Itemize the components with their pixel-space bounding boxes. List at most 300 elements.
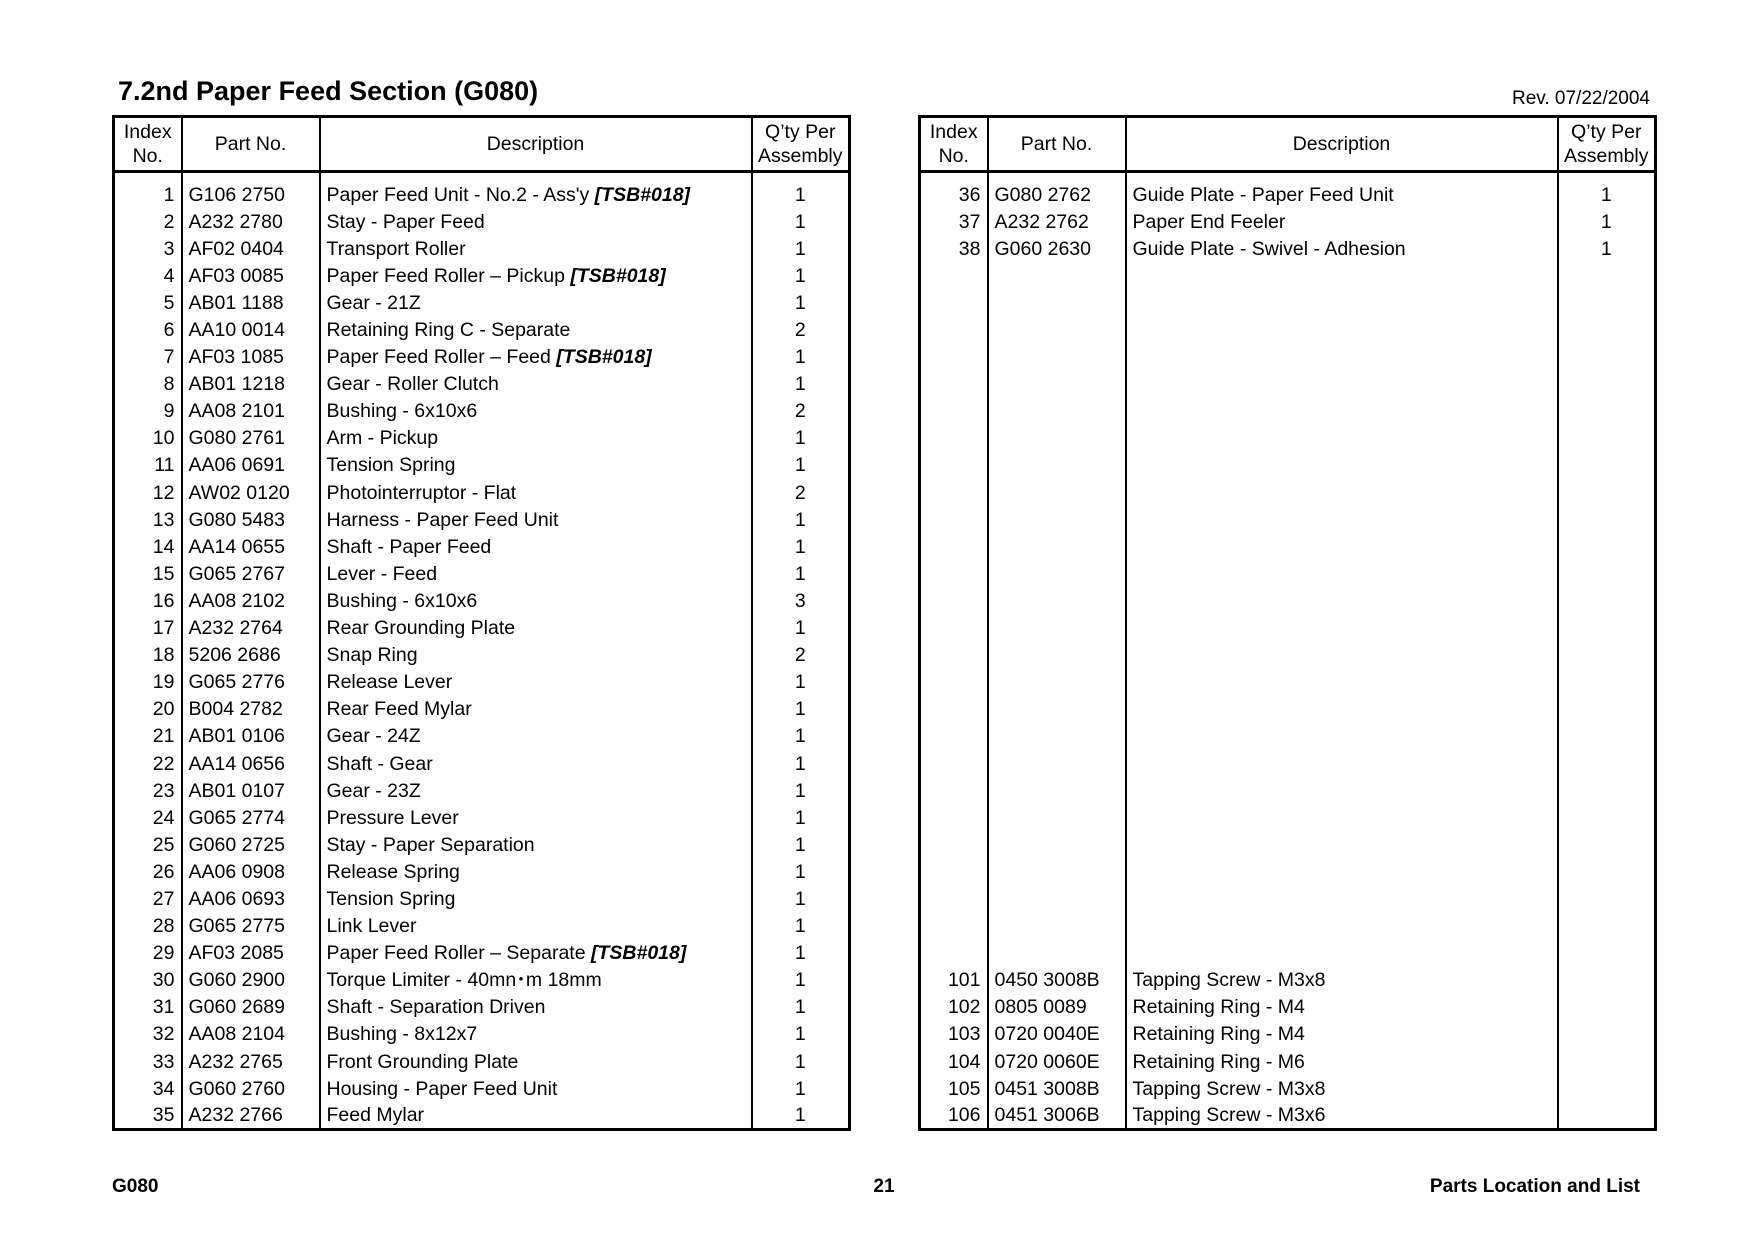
revision-date: Rev. 07/22/2004	[1511, 88, 1650, 109]
description-text: Tapping Screw - M3x8	[1132, 1077, 1326, 1100]
header-qty	[1558, 117, 1656, 172]
part-no-cell: G080 5483	[182, 507, 320, 534]
description-cell	[1126, 805, 1558, 832]
description-cell	[1126, 859, 1558, 886]
table-header-row	[114, 117, 850, 172]
table-row	[114, 398, 850, 425]
part-no-cell	[988, 723, 1126, 750]
table-row	[114, 480, 850, 507]
qty-cell	[1558, 886, 1656, 913]
parts-table-left	[112, 115, 851, 1131]
description-cell	[320, 913, 752, 940]
qty-cell	[1558, 263, 1656, 290]
index-no-cell: 1	[163, 183, 175, 206]
description-text: Retaining Ring - M4	[1132, 1023, 1305, 1046]
index-no-cell: 19	[152, 671, 175, 694]
table-row	[114, 994, 850, 1021]
description-cell	[1126, 994, 1558, 1021]
table-row	[920, 371, 1656, 398]
part-no-cell: B004 2782	[182, 696, 320, 723]
description-cell	[1126, 182, 1558, 209]
table-row	[114, 182, 850, 209]
table-row	[114, 642, 850, 669]
qty-cell: 3	[752, 588, 850, 615]
description-cell	[1126, 642, 1558, 669]
index-no-cell: 26	[152, 860, 175, 883]
qty-cell	[1558, 398, 1656, 425]
description-text: Paper Feed Unit - No.2 - Ass'y	[326, 183, 595, 206]
description-text: Retaining Ring - M4	[1132, 996, 1305, 1019]
description-cell	[320, 1021, 752, 1048]
index-no-cell: 23	[152, 779, 175, 802]
part-no-cell	[988, 642, 1126, 669]
section-title: 7.2nd Paper Feed Section (G080)	[118, 76, 539, 106]
index-no-cell	[920, 859, 988, 886]
index-no-cell	[920, 805, 988, 832]
part-no-cell	[988, 940, 1126, 967]
index-no-cell: 18	[152, 644, 175, 667]
description-cell	[1126, 507, 1558, 534]
index-no-cell: 4	[163, 264, 175, 287]
index-no-cell	[920, 913, 988, 940]
spacer-cell	[752, 172, 850, 182]
description-text: Tension Spring	[326, 454, 456, 477]
table-row	[920, 588, 1656, 615]
part-no-cell	[988, 696, 1126, 723]
index-no-cell	[920, 371, 988, 398]
description-cell	[1126, 236, 1558, 263]
table-row	[920, 778, 1656, 805]
index-no-cell	[920, 696, 988, 723]
header-qty-line1: Q’ty Per	[1571, 121, 1642, 143]
table-row	[114, 588, 850, 615]
qty-cell: 1	[752, 344, 850, 371]
table-row	[920, 561, 1656, 588]
qty-cell	[1558, 994, 1656, 1021]
part-no-cell	[988, 398, 1126, 425]
part-no-cell: A232 2780	[182, 209, 320, 236]
description-text: Release Lever	[326, 671, 453, 694]
description-cell	[1126, 832, 1558, 859]
table-row	[920, 696, 1656, 723]
table-row	[114, 263, 850, 290]
description-text: Gear - 23Z	[326, 779, 421, 802]
description-text: Shaft - Paper Feed	[326, 535, 492, 558]
header-description: Description	[1126, 117, 1558, 172]
qty-cell: 2	[752, 317, 850, 344]
description-cell	[320, 182, 752, 209]
qty-cell: 1	[752, 940, 850, 967]
table-row	[114, 805, 850, 832]
index-no-cell	[920, 452, 988, 479]
qty-cell	[1558, 696, 1656, 723]
description-text: Paper Feed Roller – Feed	[326, 346, 557, 369]
description-cell	[1126, 480, 1558, 507]
description-text: Tapping Screw - M3x8	[1132, 969, 1326, 992]
qty-cell	[1558, 507, 1656, 534]
qty-cell	[1558, 317, 1656, 344]
table-row	[114, 425, 850, 452]
qty-cell	[1558, 1076, 1656, 1103]
qty-cell: 1	[752, 669, 850, 696]
description-text: Bushing - 6x10x6	[326, 589, 478, 612]
part-no-cell	[988, 290, 1126, 317]
description-text: Housing - Paper Feed Unit	[326, 1077, 558, 1100]
tsb-reference: [TSB#018]	[591, 942, 687, 965]
table-row	[920, 182, 1656, 209]
index-no-cell: 2	[163, 210, 175, 233]
table-spacer-row	[920, 172, 1656, 182]
description-cell	[320, 371, 752, 398]
qty-cell	[1558, 778, 1656, 805]
description-text: Stay - Paper Separation	[326, 833, 535, 856]
footer-model: G080	[112, 1176, 159, 1197]
part-no-cell: AF03 2085	[182, 940, 320, 967]
part-no-cell	[988, 561, 1126, 588]
description-cell	[320, 561, 752, 588]
description-text: Paper Feed Roller – Separate	[326, 942, 591, 965]
part-no-cell	[988, 344, 1126, 371]
qty-cell	[1558, 425, 1656, 452]
description-cell	[1126, 723, 1558, 750]
table-row	[920, 236, 1656, 263]
qty-cell: 1	[1558, 182, 1656, 209]
table-row	[920, 425, 1656, 452]
table-row	[920, 534, 1656, 561]
description-text: Shaft - Separation Driven	[326, 996, 546, 1019]
table-row	[920, 209, 1656, 236]
part-no-cell: G065 2775	[182, 913, 320, 940]
description-text: Gear - 24Z	[326, 725, 421, 748]
description-text: Snap Ring	[326, 644, 418, 667]
part-no-cell: 0451 3006B	[988, 1103, 1126, 1130]
header-index-line1: Index	[123, 121, 172, 143]
description-cell	[320, 696, 752, 723]
description-cell	[1126, 1076, 1558, 1103]
qty-cell: 1	[752, 452, 850, 479]
table-header-row	[920, 117, 1656, 172]
part-no-cell: G065 2776	[182, 669, 320, 696]
part-no-cell	[988, 371, 1126, 398]
index-no-cell	[920, 723, 988, 750]
description-text: Paper End Feeler	[1132, 210, 1286, 233]
description-text: Pressure Lever	[326, 806, 459, 829]
spacer-cell	[920, 172, 988, 182]
table-row	[920, 750, 1656, 777]
description-cell	[320, 940, 752, 967]
qty-cell	[1558, 940, 1656, 967]
index-no-cell	[920, 940, 988, 967]
part-no-cell: AA08 2101	[182, 398, 320, 425]
description-cell	[1126, 398, 1558, 425]
index-no-cell	[920, 669, 988, 696]
description-cell	[1126, 290, 1558, 317]
description-text: Rear Grounding Plate	[326, 617, 516, 640]
part-no-cell: AB01 0107	[182, 778, 320, 805]
part-no-cell: AA10 0014	[182, 317, 320, 344]
description-text: Bushing - 6x10x6	[326, 400, 478, 423]
table-row	[920, 1103, 1656, 1130]
qty-cell: 1	[752, 1049, 850, 1076]
description-cell	[1126, 1021, 1558, 1048]
description-text: Gear - 21Z	[326, 291, 421, 314]
part-no-cell: G080 2762	[988, 182, 1126, 209]
description-cell	[1126, 588, 1558, 615]
description-cell	[1126, 615, 1558, 642]
index-no-cell: 29	[152, 942, 175, 965]
qty-cell	[1558, 805, 1656, 832]
description-cell	[1126, 263, 1558, 290]
qty-cell: 1	[752, 209, 850, 236]
table-row	[114, 967, 850, 994]
index-no-cell: 22	[152, 752, 175, 775]
table-row	[920, 886, 1656, 913]
qty-cell	[1558, 859, 1656, 886]
description-cell	[1126, 425, 1558, 452]
qty-cell: 1	[752, 859, 850, 886]
description-cell	[320, 778, 752, 805]
part-no-cell: G065 2767	[182, 561, 320, 588]
part-no-cell: AA06 0908	[182, 859, 320, 886]
part-no-cell	[988, 588, 1126, 615]
index-no-cell	[920, 615, 988, 642]
table-row	[920, 805, 1656, 832]
table-row	[114, 507, 850, 534]
qty-cell	[1558, 967, 1656, 994]
footer-section-name: Parts Location and List	[1429, 1176, 1640, 1197]
part-no-cell: G080 2761	[182, 425, 320, 452]
description-cell	[320, 723, 752, 750]
description-cell	[320, 588, 752, 615]
table-row	[920, 263, 1656, 290]
table-row	[920, 507, 1656, 534]
qty-cell	[1558, 723, 1656, 750]
header-index-no	[920, 117, 988, 172]
description-text: Front Grounding Plate	[326, 1050, 519, 1073]
qty-cell: 1	[752, 615, 850, 642]
table-row	[114, 1076, 850, 1103]
index-no-cell: 9	[163, 400, 175, 423]
qty-cell	[1558, 913, 1656, 940]
description-cell	[1126, 967, 1558, 994]
qty-cell: 1	[752, 371, 850, 398]
index-no-cell: 14	[152, 535, 175, 558]
index-no-cell: 3	[163, 237, 175, 260]
table-row	[920, 994, 1656, 1021]
index-no-cell: 21	[152, 725, 175, 748]
table-row	[920, 290, 1656, 317]
index-no-cell	[920, 561, 988, 588]
description-cell	[320, 832, 752, 859]
table-row	[920, 967, 1656, 994]
description-cell	[320, 236, 752, 263]
part-no-cell	[988, 452, 1126, 479]
part-no-cell	[988, 778, 1126, 805]
part-no-cell: AF03 1085	[182, 344, 320, 371]
qty-cell: 1	[752, 534, 850, 561]
description-text: Photointerruptor - Flat	[326, 481, 517, 504]
qty-cell: 1	[752, 967, 850, 994]
table-row	[920, 452, 1656, 479]
description-text: Torque Limiter - 40mn･m 18mm	[326, 969, 602, 992]
header-qty-line2: Assembly	[757, 145, 843, 167]
description-cell	[1126, 1103, 1558, 1130]
index-no-cell: 30	[152, 969, 175, 992]
part-no-cell: AA06 0691	[182, 452, 320, 479]
tsb-reference: [TSB#018]	[556, 346, 652, 369]
qty-cell	[1558, 290, 1656, 317]
description-cell	[1126, 1049, 1558, 1076]
table-row	[920, 913, 1656, 940]
description-cell	[320, 480, 752, 507]
description-cell	[320, 967, 752, 994]
qty-cell	[1558, 534, 1656, 561]
part-no-cell: G065 2774	[182, 805, 320, 832]
table-row	[114, 696, 850, 723]
table-row	[114, 913, 850, 940]
part-no-cell	[988, 750, 1126, 777]
description-cell	[1126, 452, 1558, 479]
part-no-cell: G106 2750	[182, 182, 320, 209]
table-row	[114, 317, 850, 344]
table-row	[114, 1103, 850, 1130]
index-no-cell: 36	[958, 183, 981, 206]
qty-cell: 1	[752, 886, 850, 913]
description-text: Bushing - 8x12x7	[326, 1023, 478, 1046]
index-no-cell	[920, 534, 988, 561]
qty-cell	[1558, 561, 1656, 588]
description-cell	[320, 452, 752, 479]
index-no-cell: 7	[163, 346, 175, 369]
qty-cell: 2	[752, 480, 850, 507]
part-no-cell: A232 2764	[182, 615, 320, 642]
qty-cell	[1558, 1021, 1656, 1048]
table-row	[114, 940, 850, 967]
description-text: Release Spring	[326, 860, 460, 883]
part-no-cell: AW02 0120	[182, 480, 320, 507]
description-cell	[320, 534, 752, 561]
part-no-cell	[988, 805, 1126, 832]
description-cell	[320, 398, 752, 425]
table-row	[920, 1049, 1656, 1076]
index-no-cell: 104	[947, 1050, 981, 1073]
description-text: Retaining Ring - M6	[1132, 1050, 1305, 1073]
header-part-no: Part No.	[182, 117, 320, 172]
index-no-cell: 34	[152, 1077, 175, 1100]
qty-cell: 1	[752, 290, 850, 317]
table-row	[920, 480, 1656, 507]
description-text: Feed Mylar	[326, 1103, 425, 1126]
part-no-cell: G060 2725	[182, 832, 320, 859]
description-cell	[1126, 669, 1558, 696]
part-no-cell	[988, 913, 1126, 940]
part-no-cell: AA08 2102	[182, 588, 320, 615]
part-no-cell: G060 2760	[182, 1076, 320, 1103]
table-row	[114, 534, 850, 561]
index-no-cell	[920, 425, 988, 452]
part-no-cell: 0720 0040E	[988, 1021, 1126, 1048]
description-cell	[320, 209, 752, 236]
table-row	[114, 832, 850, 859]
index-no-cell: 17	[152, 617, 175, 640]
index-no-cell	[920, 398, 988, 425]
description-cell	[1126, 534, 1558, 561]
header-index-line1: Index	[929, 121, 978, 143]
description-cell	[320, 1076, 752, 1103]
table-row	[920, 723, 1656, 750]
qty-cell	[1558, 750, 1656, 777]
table-row	[114, 723, 850, 750]
part-no-cell	[988, 507, 1126, 534]
table-row	[114, 344, 850, 371]
description-cell	[320, 425, 752, 452]
part-no-cell	[988, 886, 1126, 913]
description-cell	[1126, 886, 1558, 913]
part-no-cell	[988, 425, 1126, 452]
description-cell	[320, 669, 752, 696]
description-cell	[320, 886, 752, 913]
spacer-cell	[1126, 172, 1558, 182]
index-no-cell: 11	[154, 454, 175, 477]
table-row	[114, 615, 850, 642]
parts-table-right-body	[920, 172, 1656, 1130]
index-no-cell: 35	[152, 1103, 175, 1126]
description-text: Stay - Paper Feed	[326, 210, 485, 233]
table-row	[114, 859, 850, 886]
description-cell	[1126, 696, 1558, 723]
index-no-cell: 105	[947, 1077, 981, 1100]
header-index-line2: No.	[938, 145, 969, 167]
qty-cell: 1	[752, 913, 850, 940]
index-no-cell: 25	[152, 833, 175, 856]
qty-cell	[1558, 1103, 1656, 1130]
index-no-cell: 5	[163, 291, 175, 314]
index-no-cell	[920, 507, 988, 534]
table-row	[920, 398, 1656, 425]
header-qty-line1: Q’ty Per	[765, 121, 836, 143]
description-cell	[320, 344, 752, 371]
table-row	[114, 1049, 850, 1076]
table-row	[920, 615, 1656, 642]
table-row	[114, 561, 850, 588]
description-cell	[320, 263, 752, 290]
qty-cell: 1	[752, 182, 850, 209]
qty-cell: 1	[752, 1021, 850, 1048]
index-no-cell: 28	[152, 915, 175, 938]
index-no-cell: 31	[152, 996, 175, 1019]
description-text: Retaining Ring C - Separate	[326, 319, 571, 342]
description-cell	[1126, 317, 1558, 344]
part-no-cell	[988, 317, 1126, 344]
part-no-cell	[988, 263, 1126, 290]
table-row	[920, 859, 1656, 886]
index-no-cell: 32	[152, 1023, 175, 1046]
spacer-cell	[988, 172, 1126, 182]
description-cell	[1126, 561, 1558, 588]
index-no-cell: 33	[152, 1050, 175, 1073]
qty-cell: 1	[1558, 209, 1656, 236]
part-no-cell: AB01 1218	[182, 371, 320, 398]
description-cell	[320, 642, 752, 669]
index-no-cell: 37	[958, 210, 981, 233]
tsb-reference: [TSB#018]	[570, 264, 666, 287]
qty-cell	[1558, 588, 1656, 615]
qty-cell	[1558, 1049, 1656, 1076]
qty-cell: 1	[752, 778, 850, 805]
index-no-cell: 16	[152, 589, 175, 612]
table-row	[920, 1076, 1656, 1103]
description-cell	[320, 317, 752, 344]
